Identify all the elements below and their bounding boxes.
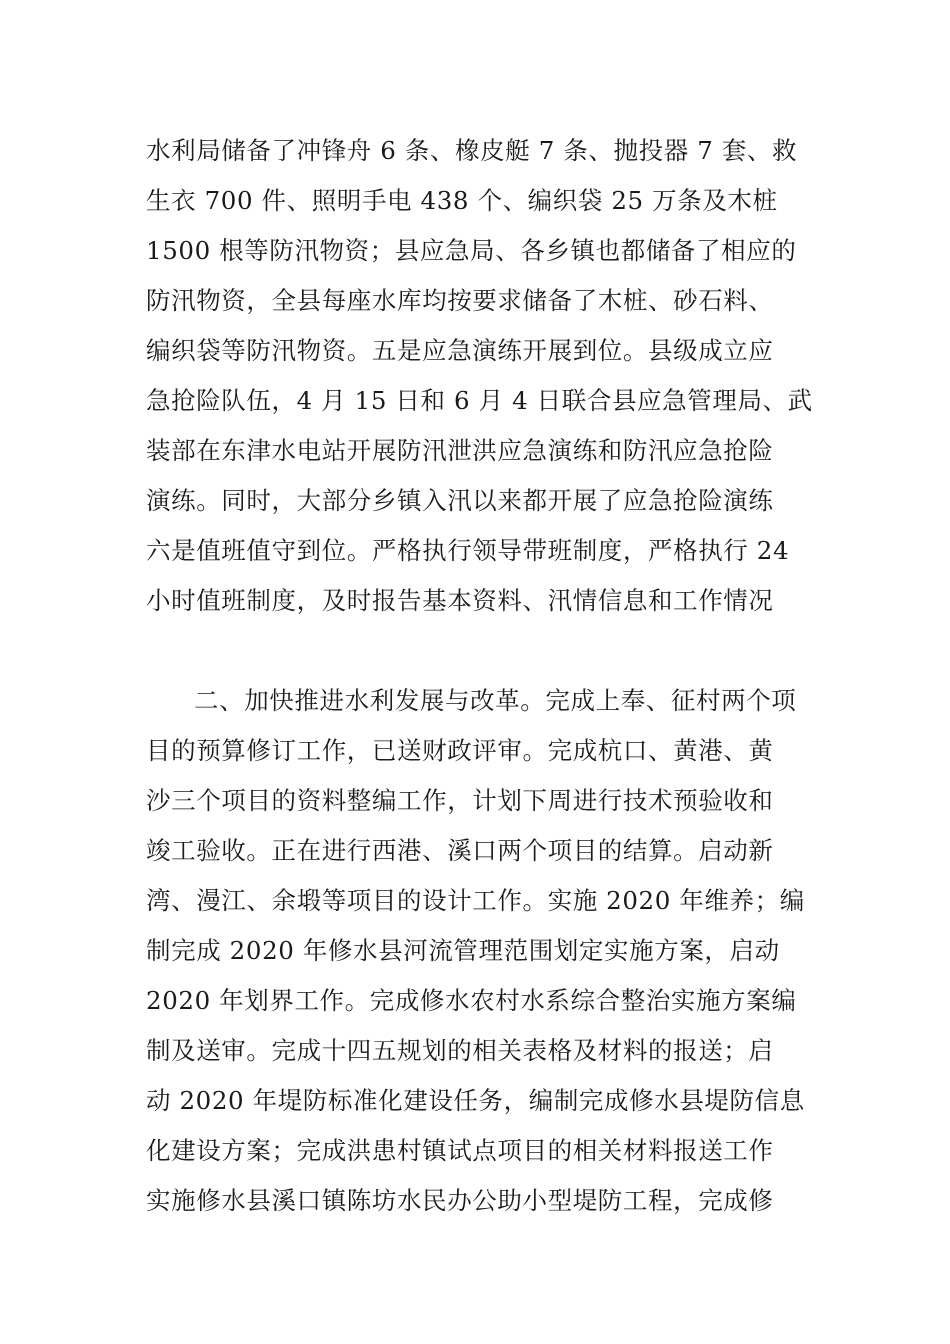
paragraph-2-line-9: 动 2020 年堤防标准化建设任务，编制完成修水县堤防信息	[146, 1086, 805, 1115]
paragraph-2-line-4: 竣工验收。正在进行西港、溪口两个项目的结算。启动新	[146, 836, 774, 865]
paragraph-1-line-3: 1500 根等防汛物资；县应急局、各乡镇也都储备了相应的	[146, 236, 797, 265]
paragraph-2-line-10: 化建设方案；完成洪患村镇试点项目的相关材料报送工作	[146, 1136, 774, 1165]
paragraph-2-line-6: 制完成 2020 年修水县河流管理范围划定实施方案，启动	[146, 936, 780, 965]
paragraph-1-line-7: 装部在东津水电站开展防汛泄洪应急演练和防汛应急抢险	[146, 436, 774, 465]
paragraph-2-line-7: 2020 年划界工作。完成修水农村水系综合整治实施方案编	[146, 986, 797, 1015]
paragraph-1-line-4: 防汛物资，全县每座水库均按要求储备了木桩、砂石料、	[146, 286, 774, 315]
paragraph-2-line-2: 目的预算修订工作，已送财政评审。完成杭口、黄港、黄	[146, 736, 774, 765]
paragraph-1-line-10: 小时值班制度，及时报告基本资料、汛情信息和工作情况	[146, 586, 774, 615]
paragraph-2-line-1: 二、加快推进水利发展与改革。完成上奉、征村两个项	[194, 686, 797, 715]
paragraph-1-line-1: 水利局储备了冲锋舟 6 条、橡皮艇 7 条、抛投器 7 套、救	[146, 136, 798, 165]
paragraph-2-line-11: 实施修水县溪口镇陈坊水民办公助小型堤防工程，完成修	[146, 1186, 774, 1215]
paragraph-1-line-2: 生衣 700 件、照明手电 438 个、编织袋 25 万条及木桩	[146, 186, 778, 215]
paragraph-1-line-8: 演练。同时，大部分乡镇入汛以来都开展了应急抢险演练	[146, 486, 774, 515]
paragraph-1-line-5: 编织袋等防汛物资。五是应急演练开展到位。县级成立应	[146, 336, 774, 365]
paragraph-2-line-5: 湾、漫江、余塅等项目的设计工作。实施 2020 年维养；编	[146, 886, 805, 915]
paragraph-1-line-9: 六是值班值守到位。严格执行领导带班制度，严格执行 24	[146, 536, 790, 565]
paragraph-2-line-3: 沙三个项目的资料整编工作，计划下周进行技术预验收和	[146, 786, 774, 815]
paragraph-2-line-8: 制及送审。完成十四五规划的相关表格及材料的报送；启	[146, 1036, 774, 1065]
paragraph-1-line-6: 急抢险队伍，4 月 15 日和 6 月 4 日联合县应急管理局、武	[146, 386, 813, 415]
